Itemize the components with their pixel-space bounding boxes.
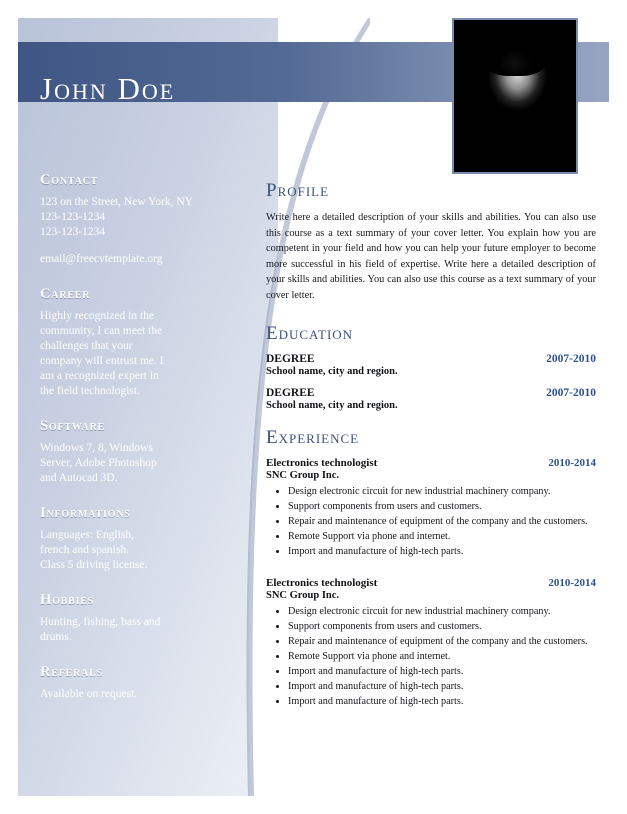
education-row [266,353,596,365]
sidebar-heading-career: Career [40,286,91,302]
profile-text: Write here a detailed description of your skills and abilities. You can also use this course as a text summary of your cover letter. You explain how you are competent in your field and how you can help your future employer to become more successful in his field of expertise. Write here a detailed description of your skills and abilities. You can also use this course as a text summary of your cover letter. [266,212,596,301]
sidebar-section-career [40,286,220,399]
contact-email[interactable]: email@freecvtemplate.org [40,253,163,265]
experience-item [266,457,596,559]
list-item: • Repair and maintenance of equipment of the company and the customers. [288,634,596,649]
experience-row [266,577,596,589]
list-item: • Support components from users and customers. [288,619,596,634]
education-degree: DEGREE [266,353,315,365]
contact-address-block [40,195,220,240]
experience-company: SNC Group Inc. [266,470,340,481]
career-line: challenges that your [40,340,133,352]
education-school: School name, city and region. [266,366,398,377]
sidebar-heading-informations: Informations [40,505,131,521]
referals-text [40,687,220,702]
main-content [266,180,596,725]
informations-text [40,528,220,573]
list-item: • Import and manufacture of high-tech parts. [288,544,596,559]
career-text [40,309,220,399]
career-line: the field technologist. [40,385,140,397]
sidebar-heading-referals: Referals [40,664,103,680]
sidebar-heading-contact: Contact [40,172,99,188]
contact-line: 123-123-1234 [40,211,106,223]
experience-company: SNC Group Inc. [266,590,340,601]
page-title: John Doe [40,70,176,106]
list-item: • Remote Support via phone and internet. [288,649,596,664]
section-profile [266,180,596,303]
experience-bullets [266,604,596,709]
hobbies-text [40,615,220,645]
heading-experience: Experience [266,427,360,448]
software-text [40,441,220,486]
list-item: • Import and manufacture of high-tech parts. [288,664,596,679]
education-row [266,387,596,399]
career-line: Highly recognized in the [40,310,155,322]
sidebar-section-informations [40,505,220,573]
experience-row [266,457,596,469]
section-experience [266,427,596,709]
contact-line: 123 on the Street, New York, NY [40,196,194,208]
career-line: community, I can meet the [40,325,163,337]
list-item: • Remote Support via phone and internet. [288,529,596,544]
sidebar-heading-software: Software [40,418,106,434]
list-item: • Repair and maintenance of equipment of the company and the customers. [288,514,596,529]
avatar [452,18,578,174]
list-item: • Support components from users and customers. [288,499,596,514]
list-item: • Design electronic circuit for new industrial machinery company. [288,484,596,499]
informations-line: Class 5 driving license. [40,559,148,571]
hobbies-line: drums. [40,631,72,643]
experience-item [266,577,596,709]
experience-title: Electronics technologist [266,457,378,469]
list-item: • Import and manufacture of high-tech parts. [288,694,596,709]
heading-profile: Profile [266,180,330,201]
sidebar-section-contact [40,172,220,267]
education-school: School name, city and region. [266,400,398,411]
section-education [266,323,596,411]
heading-education: Education [266,323,354,344]
hobbies-line: Hunting, fishing, bass and [40,616,161,628]
education-item [266,353,596,377]
career-line: am a recognized expert in [40,370,159,382]
sidebar-section-referals [40,664,220,702]
sidebar [40,172,220,721]
informations-line: Languages: English, [40,529,134,541]
contact-line: 123-123-1234 [40,226,106,238]
education-date: 2007-2010 [546,353,596,365]
software-line: Server, Adobe Photoshop [40,457,157,469]
education-degree: DEGREE [266,387,315,399]
sidebar-section-hobbies [40,592,220,645]
experience-date: 2010-2014 [548,457,596,469]
list-item: • Design electronic circuit for new industrial machinery company. [288,604,596,619]
referals-line: Available on request. [40,688,138,700]
software-line: Windows 7, 8, Windows [40,442,153,454]
career-line: company will entrust me. I [40,355,164,367]
informations-line: french and spanish. [40,544,130,556]
sidebar-heading-hobbies: Hobbies [40,592,95,608]
list-item: • Import and manufacture of high-tech parts. [288,679,596,694]
education-item [266,387,596,411]
education-date: 2007-2010 [546,387,596,399]
experience-date: 2010-2014 [548,577,596,589]
experience-title: Electronics technologist [266,577,378,589]
experience-bullets [266,484,596,559]
portrait-image [454,20,576,172]
software-line: and Autocad 3D. [40,472,118,484]
portrait-hair-shape [482,34,548,76]
sidebar-section-software [40,418,220,486]
